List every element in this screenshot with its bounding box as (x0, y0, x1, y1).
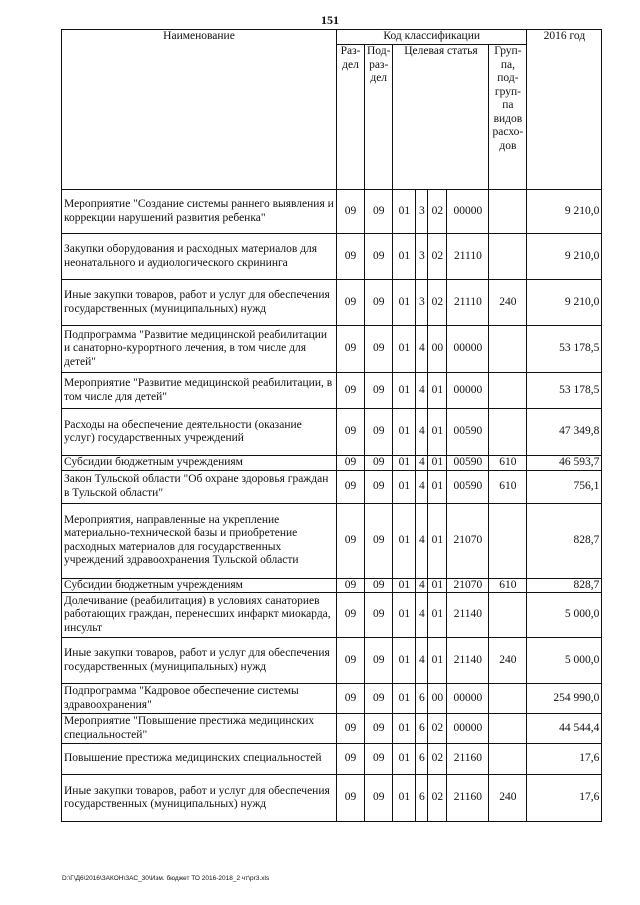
table-row (62, 714, 602, 744)
table-row (62, 775, 602, 822)
row-subsection: 09 (365, 775, 393, 822)
row-section: 09 (337, 190, 365, 234)
row-target-subprogram: 4 (416, 638, 428, 684)
row-name: Подпрограмма "Развитие медицинской реабилитации и санаторно-курортного лечения, в том числе для детей" (62, 326, 337, 373)
row-subsection: 09 (365, 744, 393, 775)
table-row (62, 373, 602, 409)
row-name: Субсидии бюджетным учреждениям (62, 456, 337, 471)
row-expense-group (489, 593, 527, 638)
row-target-program: 01 (393, 578, 416, 593)
row-target-event: 01 (428, 373, 447, 409)
row-target-direction: 00000 (447, 326, 489, 373)
row-target-direction: 21160 (447, 775, 489, 822)
row-amount: 46 593,7 (527, 456, 602, 471)
row-target-event: 01 (428, 409, 447, 456)
header-name: Наименование (62, 30, 337, 190)
row-subsection: 09 (365, 190, 393, 234)
row-target-subprogram: 6 (416, 775, 428, 822)
table-row (62, 280, 602, 326)
row-expense-group (489, 234, 527, 280)
row-target-program: 01 (393, 456, 416, 471)
row-amount: 828,7 (527, 578, 602, 593)
row-target-direction: 00000 (447, 684, 489, 714)
row-amount: 756,1 (527, 470, 602, 503)
row-section: 09 (337, 503, 365, 578)
row-target-subprogram: 3 (416, 190, 428, 234)
row-target-event: 02 (428, 280, 447, 326)
row-target-direction: 21110 (447, 234, 489, 280)
row-section: 09 (337, 744, 365, 775)
row-amount: 53 178,5 (527, 326, 602, 373)
row-amount: 9 210,0 (527, 234, 602, 280)
table-row (62, 470, 602, 503)
row-subsection: 09 (365, 470, 393, 503)
header-subsection: Под- раз- дел (365, 45, 393, 190)
row-target-direction: 21140 (447, 638, 489, 684)
row-expense-group: 610 (489, 470, 527, 503)
row-section: 09 (337, 593, 365, 638)
row-target-program: 01 (393, 744, 416, 775)
row-target-event: 01 (428, 456, 447, 471)
row-target-program: 01 (393, 714, 416, 744)
row-target-subprogram: 6 (416, 744, 428, 775)
row-section: 09 (337, 326, 365, 373)
row-expense-group: 240 (489, 280, 527, 326)
row-name: Иные закупки товаров, работ и услуг для обеспечения государственных (муниципальных) нужд (62, 775, 337, 822)
table-row (62, 744, 602, 775)
row-target-event: 01 (428, 503, 447, 578)
row-target-subprogram: 3 (416, 280, 428, 326)
row-target-subprogram: 6 (416, 684, 428, 714)
row-name: Мероприятие "Создание системы раннего выявления и коррекции нарушений развития ребенка" (62, 190, 337, 234)
row-name: Мероприятия, направленные на укрепление материально-технической базы и приобретение расходных материалов для государственных учреждений здравоохранения Тульской области (62, 503, 337, 578)
row-target-program: 01 (393, 234, 416, 280)
row-section: 09 (337, 409, 365, 456)
row-target-subprogram: 6 (416, 714, 428, 744)
row-section: 09 (337, 470, 365, 503)
row-expense-group (489, 503, 527, 578)
row-target-event: 00 (428, 684, 447, 714)
row-subsection: 09 (365, 326, 393, 373)
row-target-direction: 00590 (447, 409, 489, 456)
row-section: 09 (337, 578, 365, 593)
table-row (62, 638, 602, 684)
row-section: 09 (337, 714, 365, 744)
row-name: Подпрограмма "Кадровое обеспечение системы здравоохранения" (62, 684, 337, 714)
row-expense-group (489, 373, 527, 409)
row-amount: 53 178,5 (527, 373, 602, 409)
header-section: Раз- дел (337, 45, 365, 190)
row-target-direction: 21140 (447, 593, 489, 638)
row-target-program: 01 (393, 409, 416, 456)
row-amount: 5 000,0 (527, 593, 602, 638)
row-target-subprogram: 4 (416, 456, 428, 471)
row-target-event: 02 (428, 190, 447, 234)
row-section: 09 (337, 456, 365, 471)
row-name: Иные закупки товаров, работ и услуг для обеспечения государственных (муниципальных) нужд (62, 280, 337, 326)
row-section: 09 (337, 638, 365, 684)
row-target-direction: 00000 (447, 714, 489, 744)
row-target-program: 01 (393, 373, 416, 409)
row-amount: 9 210,0 (527, 280, 602, 326)
row-target-subprogram: 4 (416, 578, 428, 593)
file-path-footer: D:\Г\Д6\2016\ЗАКОН\ЗАС_30\Изм. бюджет ТО 2016-2018_2 чт\pr3.xls (62, 875, 270, 882)
row-amount: 9 210,0 (527, 190, 602, 234)
row-target-direction: 21160 (447, 744, 489, 775)
row-subsection: 09 (365, 280, 393, 326)
table-row (62, 409, 602, 456)
row-subsection: 09 (365, 578, 393, 593)
row-expense-group (489, 190, 527, 234)
row-target-direction: 00000 (447, 373, 489, 409)
row-name: Долечивание (реабилитация) в условиях санаториев работающих граждан, перенесших инфаркт миокарда, инсульт (62, 593, 337, 638)
row-subsection: 09 (365, 684, 393, 714)
row-target-subprogram: 4 (416, 409, 428, 456)
row-target-event: 02 (428, 234, 447, 280)
row-target-direction: 00000 (447, 190, 489, 234)
row-target-event: 02 (428, 775, 447, 822)
row-target-event: 02 (428, 714, 447, 744)
table-row (62, 234, 602, 280)
row-target-direction: 00590 (447, 456, 489, 471)
budget-table (61, 29, 602, 822)
row-expense-group (489, 326, 527, 373)
row-amount: 17,6 (527, 744, 602, 775)
row-expense-group: 610 (489, 578, 527, 593)
row-target-program: 01 (393, 470, 416, 503)
row-amount: 47 349,8 (527, 409, 602, 456)
row-subsection: 09 (365, 456, 393, 471)
header-expense-group: Груп- па, под- груп- па видов расхо- дов (489, 45, 527, 190)
row-section: 09 (337, 775, 365, 822)
row-target-event: 01 (428, 578, 447, 593)
table-row (62, 593, 602, 638)
row-subsection: 09 (365, 409, 393, 456)
header-target-article: Целевая статья (393, 45, 489, 190)
row-expense-group (489, 714, 527, 744)
row-name: Расходы на обеспечение деятельности (оказание услуг) государственных учреждений (62, 409, 337, 456)
row-target-direction: 00590 (447, 470, 489, 503)
row-section: 09 (337, 373, 365, 409)
header-year: 2016 год (527, 30, 602, 190)
row-section: 09 (337, 280, 365, 326)
row-expense-group: 610 (489, 456, 527, 471)
row-target-program: 01 (393, 190, 416, 234)
row-target-subprogram: 4 (416, 503, 428, 578)
row-target-direction: 21070 (447, 578, 489, 593)
row-target-subprogram: 4 (416, 326, 428, 373)
table-row (62, 503, 602, 578)
row-target-direction: 21110 (447, 280, 489, 326)
row-name: Закон Тульской области "Об охране здоровья граждан в Тульской области" (62, 470, 337, 503)
header-classification: Код классификации (337, 30, 527, 45)
row-name: Закупки оборудования и расходных материалов для неонатального и аудиологического скрининга (62, 234, 337, 280)
row-target-program: 01 (393, 326, 416, 373)
row-subsection: 09 (365, 503, 393, 578)
row-subsection: 09 (365, 593, 393, 638)
row-target-event: 01 (428, 638, 447, 684)
row-amount: 5 000,0 (527, 638, 602, 684)
row-amount: 17,6 (527, 775, 602, 822)
row-expense-group (489, 684, 527, 714)
table-row (62, 578, 602, 593)
row-target-program: 01 (393, 280, 416, 326)
row-expense-group (489, 409, 527, 456)
row-target-subprogram: 3 (416, 234, 428, 280)
row-expense-group (489, 744, 527, 775)
row-section: 09 (337, 684, 365, 714)
row-section: 09 (337, 234, 365, 280)
row-target-subprogram: 4 (416, 373, 428, 409)
row-subsection: 09 (365, 234, 393, 280)
row-amount: 44 544,4 (527, 714, 602, 744)
row-subsection: 09 (365, 638, 393, 684)
page-number: 151 (321, 13, 339, 27)
row-target-event: 01 (428, 470, 447, 503)
row-target-program: 01 (393, 775, 416, 822)
row-subsection: 09 (365, 373, 393, 409)
row-target-direction: 21070 (447, 503, 489, 578)
row-amount: 828,7 (527, 503, 602, 578)
row-name: Мероприятие "Развитие медицинской реабилитации, в том числе для детей" (62, 373, 337, 409)
row-name: Мероприятие "Повышение престижа медицинских специальностей" (62, 714, 337, 744)
row-expense-group: 240 (489, 775, 527, 822)
table-row (62, 326, 602, 373)
row-target-program: 01 (393, 638, 416, 684)
row-name: Повышение престижа медицинских специальностей (62, 744, 337, 775)
row-target-event: 01 (428, 593, 447, 638)
row-target-subprogram: 4 (416, 593, 428, 638)
row-target-program: 01 (393, 593, 416, 638)
row-name: Субсидии бюджетным учреждениям (62, 578, 337, 593)
row-target-program: 01 (393, 684, 416, 714)
row-amount: 254 990,0 (527, 684, 602, 714)
row-subsection: 09 (365, 714, 393, 744)
table-row (62, 190, 602, 234)
row-target-program: 01 (393, 503, 416, 578)
row-name: Иные закупки товаров, работ и услуг для обеспечения государственных (муниципальных) нужд (62, 638, 337, 684)
row-target-subprogram: 4 (416, 470, 428, 503)
row-expense-group: 240 (489, 638, 527, 684)
table-row (62, 456, 602, 471)
row-target-event: 00 (428, 326, 447, 373)
table-row (62, 684, 602, 714)
row-target-event: 02 (428, 744, 447, 775)
